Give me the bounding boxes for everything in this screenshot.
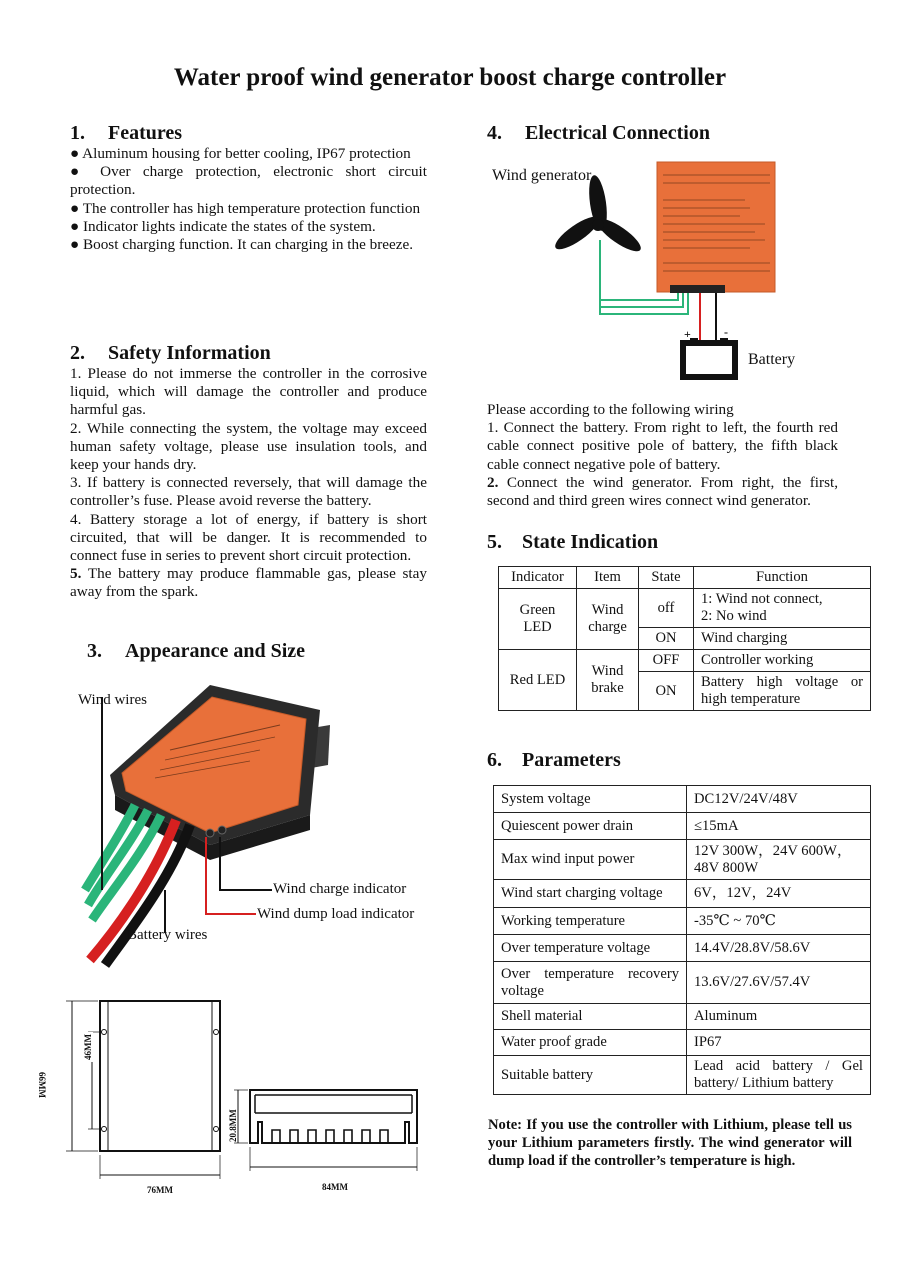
safety-item-number: 3. [70,474,82,492]
table-row [494,786,871,813]
safety-item [70,474,427,510]
table-row [499,567,871,589]
function-line: 1: Wind not connect, [701,591,823,607]
label-wind-wires: Wind wires [78,692,147,708]
table-cell: off [639,589,694,628]
table-cell: Green LED [499,589,577,650]
safety-item [70,511,427,566]
appearance-title: Appearance and Size [125,640,305,662]
safety-item [70,365,427,420]
table-header: State [639,567,694,589]
dim-inner-height: 46MM [83,1034,93,1060]
safety-heading [70,342,271,365]
table-row [494,880,871,908]
safety-item [70,565,427,601]
table-row [494,962,871,1004]
electrical-heading [487,122,710,145]
table-cell: Wind brake [577,650,639,711]
controller-photo [60,675,450,975]
feature-item: ● Over charge protection, electronic short circuit protection. [70,163,427,199]
table-row [494,813,871,840]
safety-item-number: 1. [70,365,82,382]
param-value: -35℃ ~ 70℃ [687,908,871,935]
features-number: 1. [70,122,85,144]
safety-item [70,420,427,475]
table-row [494,1030,871,1056]
param-value: IP67 [687,1030,871,1056]
label-wind-dump-load-indicator: Wind dump load indicator [257,906,415,922]
function-line: 2: No wind [701,608,767,624]
wiring-step-number: 2. [487,473,499,491]
param-value: Aluminum [687,1004,871,1030]
state-title: State Indication [522,531,659,553]
safety-item-text: Battery storage a lot of energy, if battery is short circuited, that will be danger. It is recommended to connect fuse in series to prevent short circuit protection. [70,510,427,565]
param-value: 6V，12V，24V [687,880,871,908]
table-row [499,589,871,628]
parameters-heading [487,749,621,772]
param-value: Lead acid battery / Gel battery/ Lithium battery [687,1056,871,1095]
state-number: 5. [487,531,502,553]
table-header: Indicator [499,567,577,589]
wiring-instructions [487,401,838,510]
safety-number: 2. [70,342,85,364]
param-value: ≤15mA [687,813,871,840]
param-value: 13.6V/27.6V/57.4V [687,962,871,1004]
wiring-step [487,474,838,510]
table-row [494,908,871,935]
param-name: Water proof grade [494,1030,687,1056]
param-name: Quiescent power drain [494,813,687,840]
parameters-table [493,785,871,1095]
dimension-drawing [50,995,440,1185]
param-value: DC12V/24V/48V [687,786,871,813]
battery-minus: - [724,325,728,339]
table-cell: Wind charge [577,589,639,650]
feature-item: ● Boost charging function. It can charging in the breeze. [70,236,414,254]
safety-list [70,365,427,602]
table-row [494,1056,871,1095]
label-wind-generator: Wind generator [492,167,592,184]
safety-item-text: Please do not immerse the controller in the corrosive liquid, which will damage the controller and produce harmful gas. [70,365,427,419]
safety-item-number: 2. [70,419,82,437]
state-table [498,566,871,711]
param-name: Over temperature recovery voltage [494,962,687,1004]
label-battery: Battery [748,351,796,368]
param-name: System voltage [494,786,687,813]
safety-title: Safety Information [108,342,271,364]
appearance-heading [87,640,305,663]
table-cell [694,589,871,628]
table-cell: ON [639,672,694,711]
param-name: Shell material [494,1004,687,1030]
label-wind-charge-indicator: Wind charge indicator [273,881,407,897]
param-value: 14.4V/28.8V/58.6V [687,935,871,962]
wiring-step-number: 1. [487,419,499,437]
param-name: Suitable battery [494,1056,687,1095]
table-header: Function [694,567,871,589]
safety-item-number: 5. [70,565,82,583]
param-name: Wind start charging voltage [494,880,687,908]
parameters-title: Parameters [522,749,621,771]
table-row [494,840,871,880]
appearance-number: 3. [87,640,102,662]
safety-item-text: While connecting the system, the voltage may exceed human safety voltage, please use insulation tools, and keep your hands dry. [70,419,427,474]
dim-width: 76MM [147,1185,173,1195]
wiring-step [487,419,838,474]
table-row [494,1004,871,1030]
label-battery-wires: Battery wires [127,927,208,943]
feature-item: ● Aluminum housing for better cooling, IP67 protection [70,145,411,162]
wiring-intro: Please according to the following wiring [487,401,734,418]
table-cell: Battery high voltage or high temperature [694,672,871,711]
feature-item: ● Indicator lights indicate the states of the system. [70,217,376,235]
safety-item-text: If battery is connected reversely, that will damage the controller’s fuse. Please avoid reverse the battery. [70,474,427,510]
features-title: Features [108,122,183,144]
table-cell: Red LED [499,650,577,711]
param-name: Max wind input power [494,840,687,880]
table-cell: Controller working [694,650,871,672]
feature-item: ● The controller has high temperature protection function [70,199,421,217]
param-name: Working temperature [494,908,687,935]
features-list [70,145,427,254]
param-value: 12V 300W，24V 600W，48V 800W [687,840,871,880]
dim-profile-height: 20.8MM [228,1109,238,1142]
table-cell: ON [639,628,694,650]
parameters-number: 6. [487,749,502,771]
state-heading [487,531,658,554]
table-cell: Wind charging [694,628,871,650]
table-row [499,650,871,672]
table-header: Item [577,567,639,589]
page-title: Water proof wind generator boost charge controller [173,64,727,91]
wiring-step-text: Connect the battery. From right to left, the fourth red cable connect positive pole of battery, the fifth black cable connect negative pole of battery. [487,419,838,473]
electrical-title: Electrical Connection [525,122,710,144]
param-name: Over temperature voltage [494,935,687,962]
table-row [494,935,871,962]
lithium-note: Note: If you use the controller with Lithium, please tell us your Lithium parameters firstly. The wind generator will dump load if the controller’s temperature is high. [488,1117,852,1170]
safety-item-text: The battery may produce flammable gas, please stay away from the spark. [70,565,427,601]
features-heading [70,122,182,145]
wiring-step-text: Connect the wind generator. From right, the first, second and third green wires connect wind generator. [487,473,838,510]
dim-profile-width: 84MM [322,1182,348,1192]
battery-plus: + [684,327,691,341]
electrical-number: 4. [487,122,502,144]
dim-height: 66MM [37,1072,47,1098]
table-cell: OFF [639,650,694,672]
safety-item-number: 4. [70,510,82,528]
